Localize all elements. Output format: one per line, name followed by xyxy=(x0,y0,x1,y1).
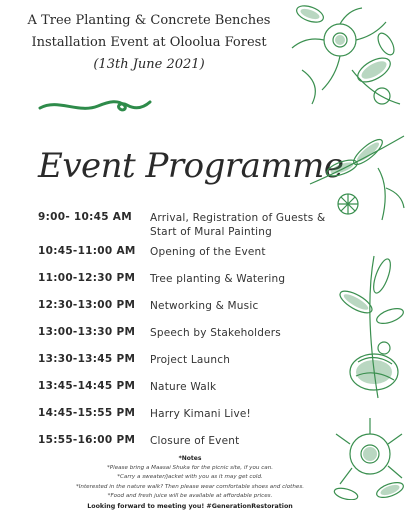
swirl-divider-icon xyxy=(38,96,158,116)
activity: Closure of Event xyxy=(150,435,240,447)
activity: Speech by Stakeholders xyxy=(150,327,281,339)
activity: Arrival, Registration of Guests & Start of Mural Painting xyxy=(150,212,326,238)
activity: Opening of the Event xyxy=(150,246,266,258)
activity: Project Launch xyxy=(150,354,231,366)
activity: Tree planting & Watering xyxy=(150,273,286,285)
activity: Harry Kimani Live! xyxy=(150,408,251,420)
event-date: (13th June 2021) xyxy=(93,57,205,72)
activity: Networking & Music xyxy=(150,300,259,312)
notes-heading: *Notes xyxy=(178,455,202,462)
time-slot: 13:30-13:45 PM xyxy=(38,353,136,365)
time-slot: 11:00-12:30 PM xyxy=(38,272,136,284)
notes-section xyxy=(40,454,340,512)
time-slot: 9:00- 10:45 AM xyxy=(38,211,132,223)
note-item: *Food and fresh juice will be available at affordable prices. xyxy=(107,493,273,500)
botanical-flowers-bottom-icon xyxy=(330,414,406,500)
note-item: *Please bring a Maasai Shuka for the picnic site, if you can. xyxy=(106,464,274,471)
botanical-leaves-lower-icon xyxy=(334,252,406,402)
time-slot: 13:45-14:45 PM xyxy=(38,380,136,392)
note-item: *Carry a sweater/jacket with you as it may get cold. xyxy=(117,474,263,481)
activity: Nature Walk xyxy=(150,381,217,393)
notes-footer: Looking forward to meeting you! #GenerationRestoration xyxy=(87,502,293,510)
note-item: *Interested in the nature walk? Then please wear comfortable shoes and clothes. xyxy=(75,483,305,490)
event-title xyxy=(14,10,284,76)
botanical-flowers-top-icon xyxy=(282,0,406,110)
title-line-1: A Tree Planting & Concrete Benches xyxy=(27,13,271,28)
time-slot: 10:45-11:00 AM xyxy=(38,245,136,257)
time-slot: 13:00-13:30 PM xyxy=(38,326,136,338)
time-slot: 14:45-15:55 PM xyxy=(38,407,136,419)
title-line-2: Installation Event at Oloolua Forest xyxy=(31,35,267,50)
time-slot: 15:55-16:00 PM xyxy=(38,434,136,446)
time-slot: 12:30-13:00 PM xyxy=(38,299,136,311)
botanical-leaves-middle-icon xyxy=(308,128,406,228)
page-heading: Event Programme xyxy=(38,146,344,186)
